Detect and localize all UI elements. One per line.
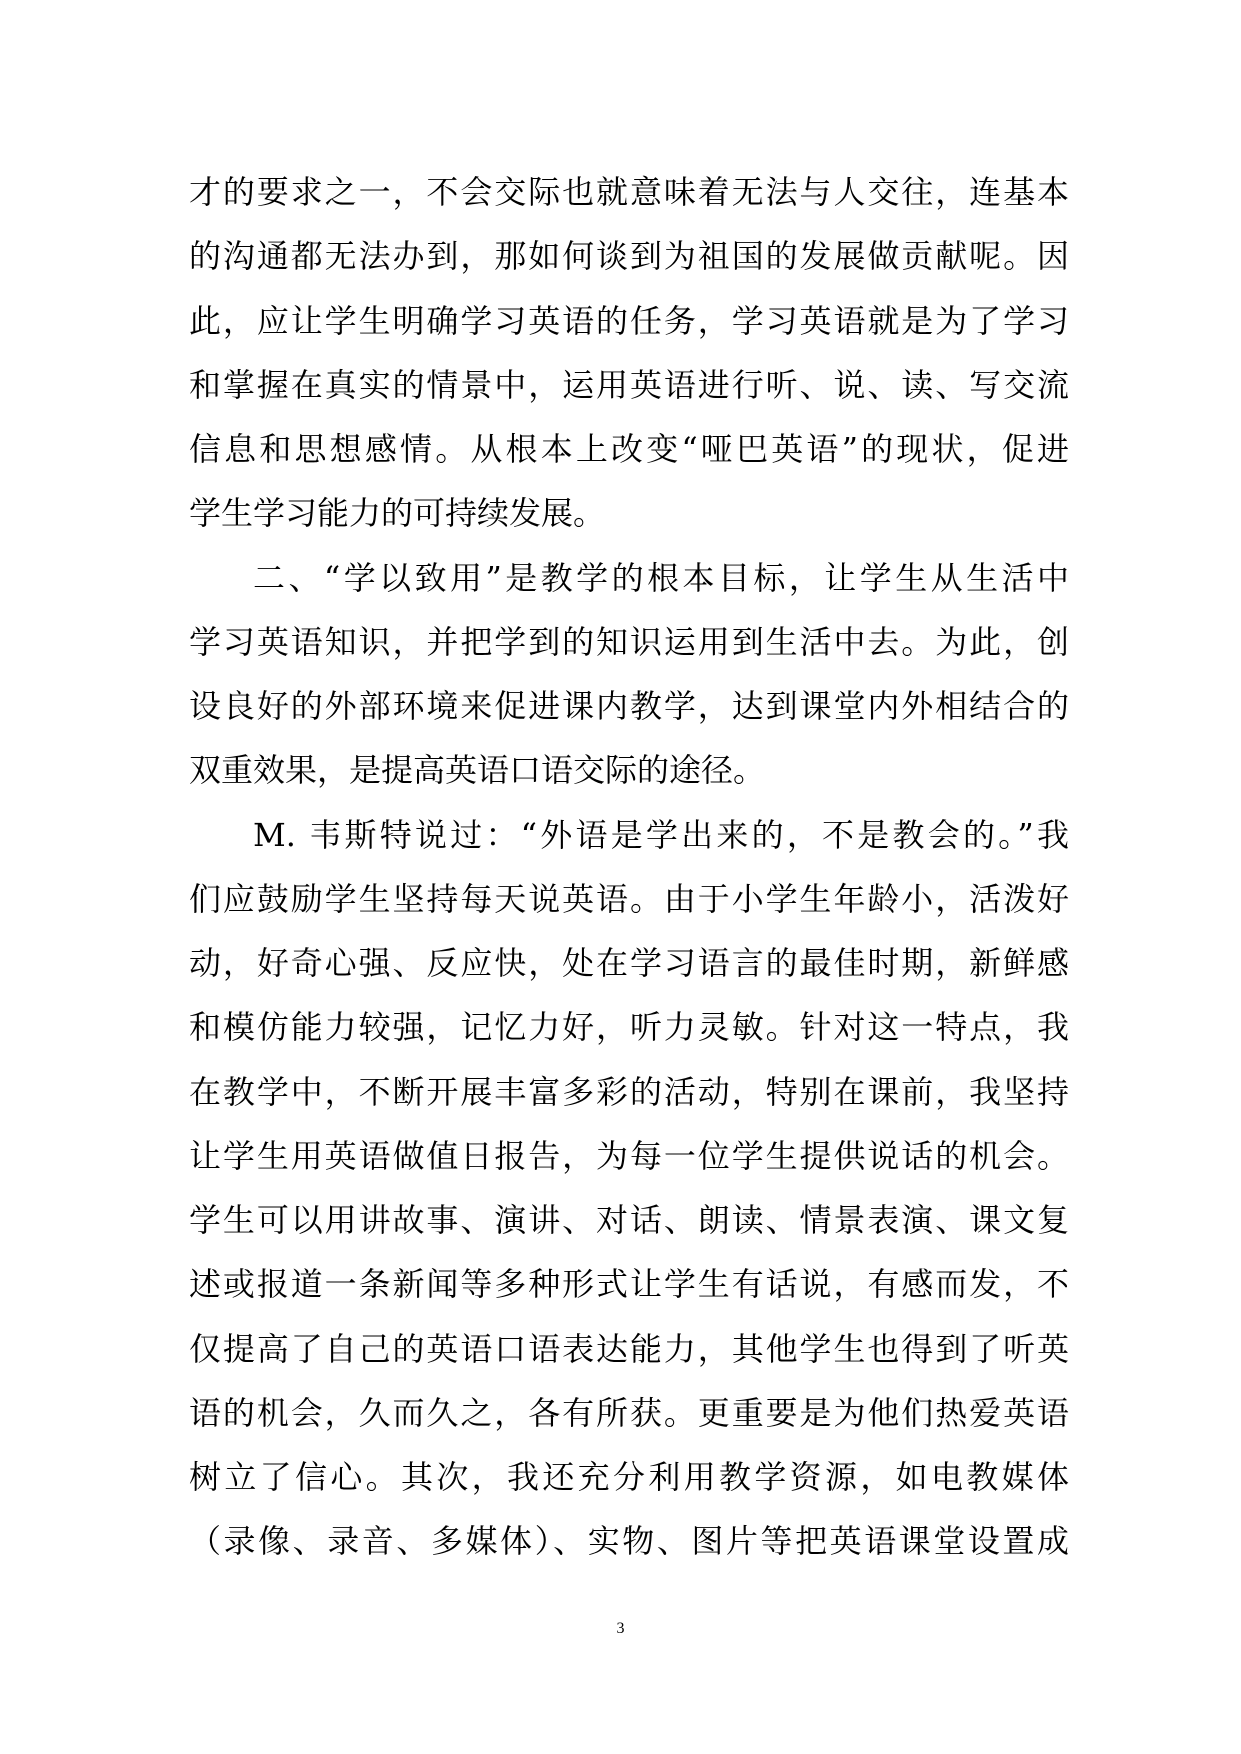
text-line: 和模仿能力较强，记忆力好，听力灵敏。针对这一特点，我: [189, 1008, 1069, 1047]
body-text: [189, 160, 1069, 1574]
text-line: 树立了信心。其次，我还充分利用教学资源，如电教媒体: [189, 1458, 1069, 1496]
text-line: 才的要求之一，不会交际也就意味着无法与人交往，连基本: [189, 173, 1069, 211]
text-line: （录像、录音、多媒体）、实物、图片等把英语课堂设置成: [189, 1522, 1069, 1561]
text-line: M. 韦斯特说过：“外语是学出来的，不是教会的。”我: [253, 815, 1069, 854]
text-line: 和掌握在真实的情景中，运用英语进行听、说、读、写交流: [189, 365, 1069, 404]
text-line: 设良好的外部环境来促进课内教学，达到课堂内外相结合的: [189, 687, 1069, 725]
text-line: 在教学中，不断开展丰富多彩的活动，特别在课前，我坚持: [189, 1072, 1069, 1111]
text-line: 学生可以用讲故事、演讲、对话、朗读、情景表演、课文复: [189, 1201, 1069, 1239]
text-line: 述或报道一条新闻等多种形式让学生有话说，有感而发，不: [189, 1265, 1069, 1304]
text-line: 二、“学以致用”是教学的根本目标，让学生从生活中: [253, 558, 1069, 597]
text-line: 语的机会，久而久之，各有所获。更重要是为他们热爱英语: [189, 1393, 1069, 1432]
text-line: 让学生用英语做值日报告，为每一位学生提供说话的机会。: [189, 1136, 1069, 1175]
text-line: 双重效果，是提高英语口语交际的途径。: [189, 751, 766, 790]
text-line: 动，好奇心强、反应快，处在学习语言的最佳时期，新鲜感: [189, 944, 1069, 982]
text-line: 仅提高了自己的英语口语表达能力，其他学生也得到了听英: [189, 1329, 1069, 1368]
text-line: 信息和思想感情。从根本上改变“哑巴英语”的现状，促进: [189, 430, 1069, 468]
page-number: 3: [616, 1620, 625, 1637]
text-line: 的沟通都无法办到，那如何谈到为祖国的发展做贡献呢。因: [189, 237, 1069, 276]
text-line: 此，应让学生明确学习英语的任务，学习英语就是为了学习: [189, 301, 1069, 340]
text-line: 学习英语知识，并把学到的知识运用到生活中去。为此，创: [189, 622, 1069, 661]
text-line: 们应鼓励学生坚持每天说英语。由于小学生年龄小，活泼好: [189, 879, 1069, 918]
text-line: 学生学习能力的可持续发展。: [189, 494, 606, 533]
